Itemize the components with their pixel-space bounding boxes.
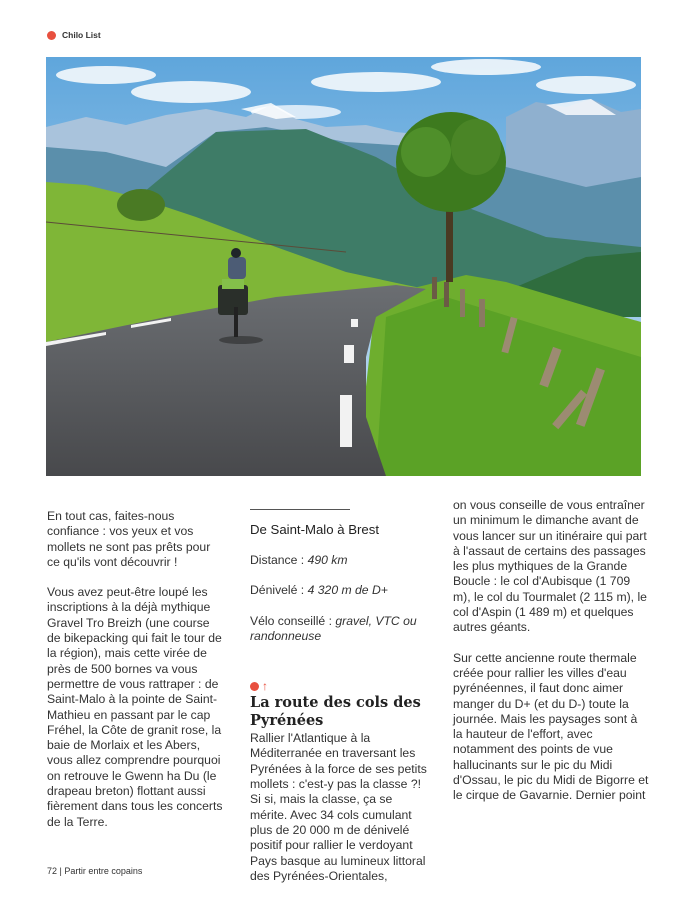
column-3 bbox=[453, 498, 649, 819]
paragraph: Sur cette ancienne route thermale créée pour rallier les villes d'eau pyrénéennes, il faut donc aimer manger du D+ (et du D-) toute la journée. Mais les paysages sont à la hauteur de l'effort, avec notamment des points de vue hallucinants sur le pic du Midi d'Ossau, le pic du Midi de Bigorre et le cirque de Gavarnie. Dernier point bbox=[453, 650, 649, 803]
hero-photo bbox=[46, 57, 641, 476]
bike-value: gravel, VTC ou randonneuse bbox=[250, 613, 417, 643]
footer-separator: | bbox=[57, 866, 65, 876]
paragraph: on vous conseille de vous entraîner un minimum le dimanche avant de vous lancer sur un itinéraire qui part à l'assaut de certains des passages les plus mythiques de la Grande Boucle : le col d'Aubisque (1 709 m), le col du Tourmalet (2 115 m), le col d'Aspin (1 489 m) et quelques autres géants. bbox=[453, 498, 647, 635]
elevation-label: Dénivelé : bbox=[250, 583, 308, 598]
route-infobox bbox=[250, 522, 430, 644]
column-2 bbox=[250, 509, 430, 884]
page-number: 72 bbox=[47, 866, 58, 876]
distance-line bbox=[250, 553, 430, 568]
page-footer bbox=[47, 866, 142, 876]
footer-section: Partir entre copains bbox=[64, 866, 143, 876]
section-title: La route des cols des Pyrénées bbox=[250, 694, 421, 730]
arrow-up-icon: ↑ bbox=[262, 679, 268, 694]
red-dot-icon bbox=[47, 31, 56, 40]
elevation-value: 4 320 m de D+ bbox=[307, 583, 388, 598]
paragraph: En tout cas, faites-nous confiance : vos yeux et vos mollets ne sont pas prêts pour ce qu'ils vont découvrir ! bbox=[47, 509, 211, 569]
paragraph: Vous avez peut-être loupé les inscriptions à la déjà mythique Gravel Tro Breizh (une course de bikepacking qui fait le tour de la région), mais cette virée de près de 500 bornes va vous permettre de vous rattraper : de Saint-Malo à la pointe de Saint-Mathieu en passant par le cap Fréhel, la Côte de granit rose, la baie de Morlaix et les Abers, vous allez comprendre pourquoi on retrouve le Gwenn ha Du (le drapeau breton) flottant aussi fièrement dans tous les concerts de la Terre. bbox=[47, 585, 223, 829]
bike-label: Vélo conseillé : bbox=[250, 613, 336, 628]
header-label: Chilo List bbox=[62, 30, 101, 40]
bike-line bbox=[250, 614, 430, 645]
elevation-line bbox=[250, 583, 430, 598]
red-dot-icon bbox=[250, 682, 259, 691]
distance-label: Distance : bbox=[250, 553, 308, 567]
section-marker bbox=[250, 680, 430, 692]
distance-value: 490 km bbox=[307, 553, 348, 567]
landscape-illustration bbox=[46, 57, 641, 476]
column-1 bbox=[47, 509, 225, 845]
divider bbox=[250, 509, 350, 510]
infobox-title: De Saint-Malo à Brest bbox=[250, 522, 379, 537]
running-header bbox=[47, 30, 101, 40]
paragraph: Rallier l'Atlantique à la Méditerranée en traversant les Pyrénées à la force de ses petits mollets : c'est-y pas la classe ?! Si si, mais la classe, ça se mérite. Avec 34 cols cumulant plus de 20 000 m de dénivelé positif pour rallier le verdoyant Pays basque au lumineux littoral des Pyrénées-Orientales, bbox=[250, 731, 427, 883]
